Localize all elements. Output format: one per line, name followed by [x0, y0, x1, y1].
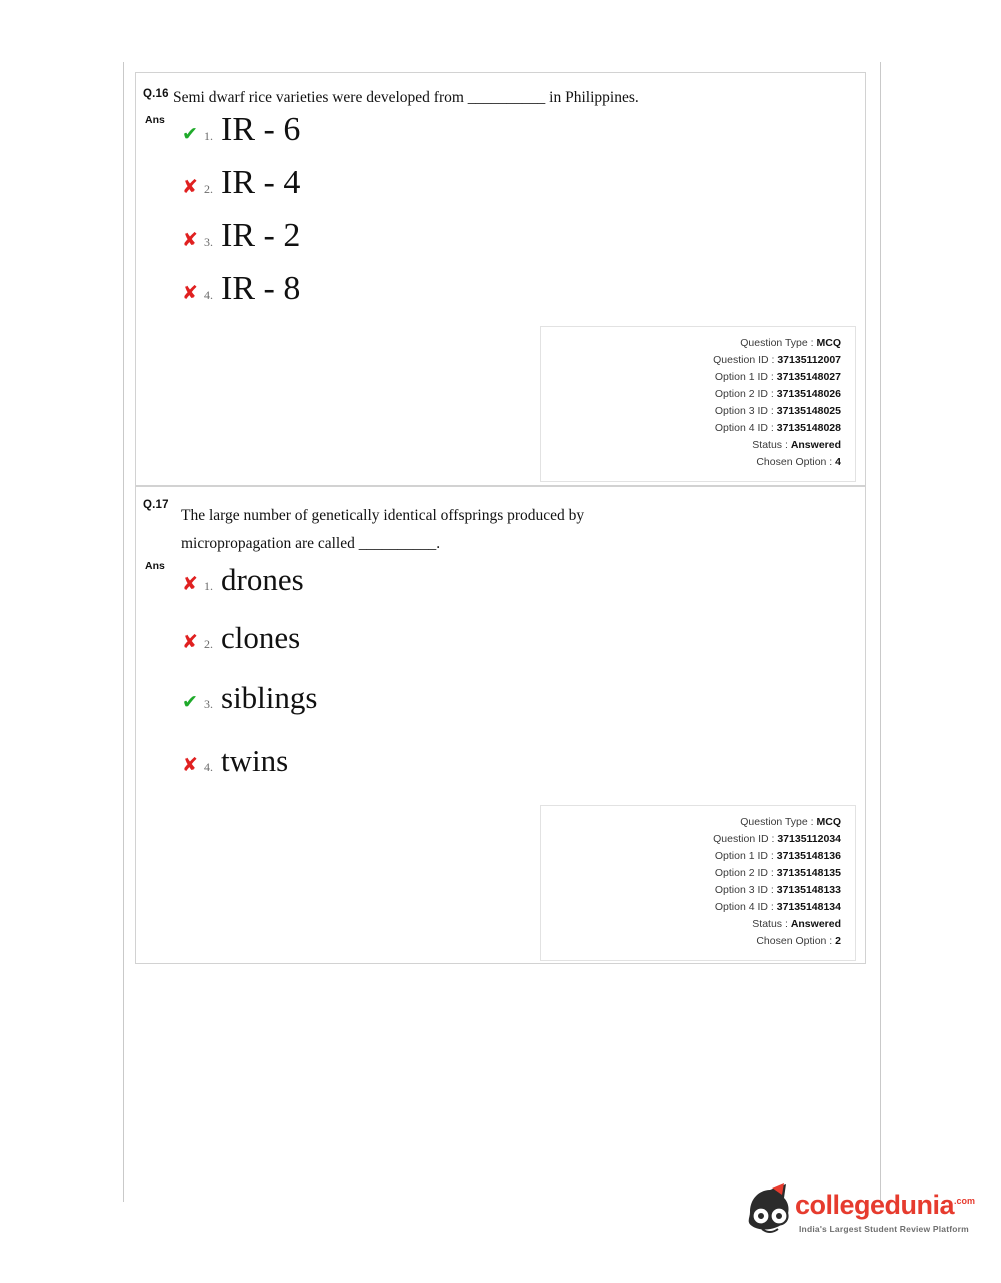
correct-icon: ✔	[182, 123, 198, 145]
meta-value: Answered	[790, 439, 841, 451]
meta-value: 2	[835, 935, 841, 947]
meta-row	[541, 848, 841, 865]
option-number: 4.	[204, 760, 213, 774]
option-row[interactable]	[182, 745, 288, 776]
meta-value: 37135148134	[776, 901, 841, 913]
meta-label: Option 3 ID :	[714, 405, 774, 417]
meta-label: Option 1 ID :	[714, 371, 774, 383]
page-left-rule	[123, 62, 124, 1202]
question-text: Semi dwarf rice varieties were developed from __________ in Philippines.	[173, 89, 639, 106]
meta-value: 37135112034	[777, 833, 841, 845]
page-right-rule	[880, 62, 881, 1202]
wrong-icon: ✘	[182, 754, 198, 776]
question-block-17	[135, 486, 866, 964]
meta-row	[541, 403, 841, 420]
meta-value: 37135112007	[777, 354, 841, 366]
option-row[interactable]	[182, 622, 300, 653]
option-row[interactable]	[182, 682, 317, 713]
collegedunia-mascot-icon	[740, 1182, 796, 1240]
question-text-line-2: micropropagation are called __________.	[181, 535, 441, 552]
meta-label: Option 4 ID :	[714, 422, 774, 434]
meta-row	[541, 933, 841, 950]
question-block-16	[135, 72, 866, 486]
watermark-logo	[735, 1182, 980, 1244]
meta-label: Chosen Option :	[756, 935, 833, 947]
option-number: 2.	[204, 182, 213, 196]
meta-row	[541, 882, 841, 899]
meta-label: Chosen Option :	[756, 456, 833, 468]
wrong-icon: ✘	[182, 282, 198, 304]
question-meta-box	[540, 805, 856, 961]
meta-label: Status :	[752, 918, 788, 930]
meta-row	[541, 899, 841, 916]
meta-row	[541, 420, 841, 437]
meta-label: Question Type :	[740, 816, 814, 828]
meta-row	[541, 437, 841, 454]
question-number: Q.16	[143, 88, 169, 100]
meta-label: Question ID :	[713, 354, 775, 366]
meta-value: 37135148027	[776, 371, 841, 383]
option-number: 3.	[204, 697, 213, 711]
meta-row	[541, 369, 841, 386]
answer-label: Ans	[145, 114, 165, 126]
meta-value: MCQ	[816, 337, 841, 349]
meta-row	[541, 335, 841, 352]
correct-icon: ✔	[182, 691, 198, 713]
meta-label: Option 3 ID :	[714, 884, 774, 896]
option-text: drones	[221, 562, 304, 597]
meta-row	[541, 386, 841, 403]
meta-label: Option 2 ID :	[714, 388, 774, 400]
option-row[interactable]	[182, 166, 300, 200]
meta-label: Option 2 ID :	[714, 867, 774, 879]
meta-label: Question Type :	[740, 337, 814, 349]
meta-value: 37135148133	[776, 884, 841, 896]
wrong-icon: ✘	[182, 631, 198, 653]
meta-value: 37135148026	[776, 388, 841, 400]
option-text: clones	[221, 620, 301, 655]
meta-value: 4	[835, 456, 841, 468]
meta-value: 37135148135	[776, 867, 841, 879]
option-row[interactable]	[182, 219, 300, 253]
brand-name: collegedunia$^{.com}$	[795, 1190, 976, 1220]
question-meta-box	[540, 326, 856, 482]
meta-value: Answered	[790, 918, 841, 930]
meta-label: Option 4 ID :	[714, 901, 774, 913]
option-number: 1.	[204, 579, 213, 593]
option-row[interactable]	[182, 113, 300, 147]
option-row[interactable]	[182, 564, 304, 595]
question-text-line-1: The large number of genetically identical offsprings produced by	[181, 507, 585, 524]
meta-row	[541, 352, 841, 369]
meta-label: Status :	[752, 439, 788, 451]
meta-label: Question ID :	[713, 833, 775, 845]
meta-row	[541, 814, 841, 831]
option-text: IR - 8	[221, 270, 301, 307]
meta-value: 37135148025	[776, 405, 841, 417]
wrong-icon: ✘	[182, 176, 198, 198]
meta-row	[541, 865, 841, 882]
option-number: 3.	[204, 235, 213, 249]
wrong-icon: ✘	[182, 573, 198, 595]
meta-row	[541, 831, 841, 848]
meta-label: Option 1 ID :	[714, 850, 774, 862]
option-text: IR - 6	[221, 111, 301, 148]
option-number: 2.	[204, 637, 213, 651]
option-number: 4.	[204, 288, 213, 302]
option-text: siblings	[221, 680, 318, 715]
answer-label: Ans	[145, 560, 165, 572]
question-number: Q.17	[143, 499, 169, 511]
meta-value: MCQ	[816, 816, 841, 828]
wrong-icon: ✘	[182, 229, 198, 251]
option-text: IR - 2	[221, 217, 301, 254]
option-text: IR - 4	[221, 164, 301, 201]
meta-row	[541, 454, 841, 471]
meta-value: 37135148028	[776, 422, 841, 434]
meta-value: 37135148136	[776, 850, 841, 862]
option-row[interactable]	[182, 272, 300, 306]
brand-tagline: India's Largest Student Review Platform	[799, 1224, 969, 1234]
option-text: twins	[221, 743, 289, 778]
meta-row	[541, 916, 841, 933]
option-number: 1.	[204, 129, 213, 143]
